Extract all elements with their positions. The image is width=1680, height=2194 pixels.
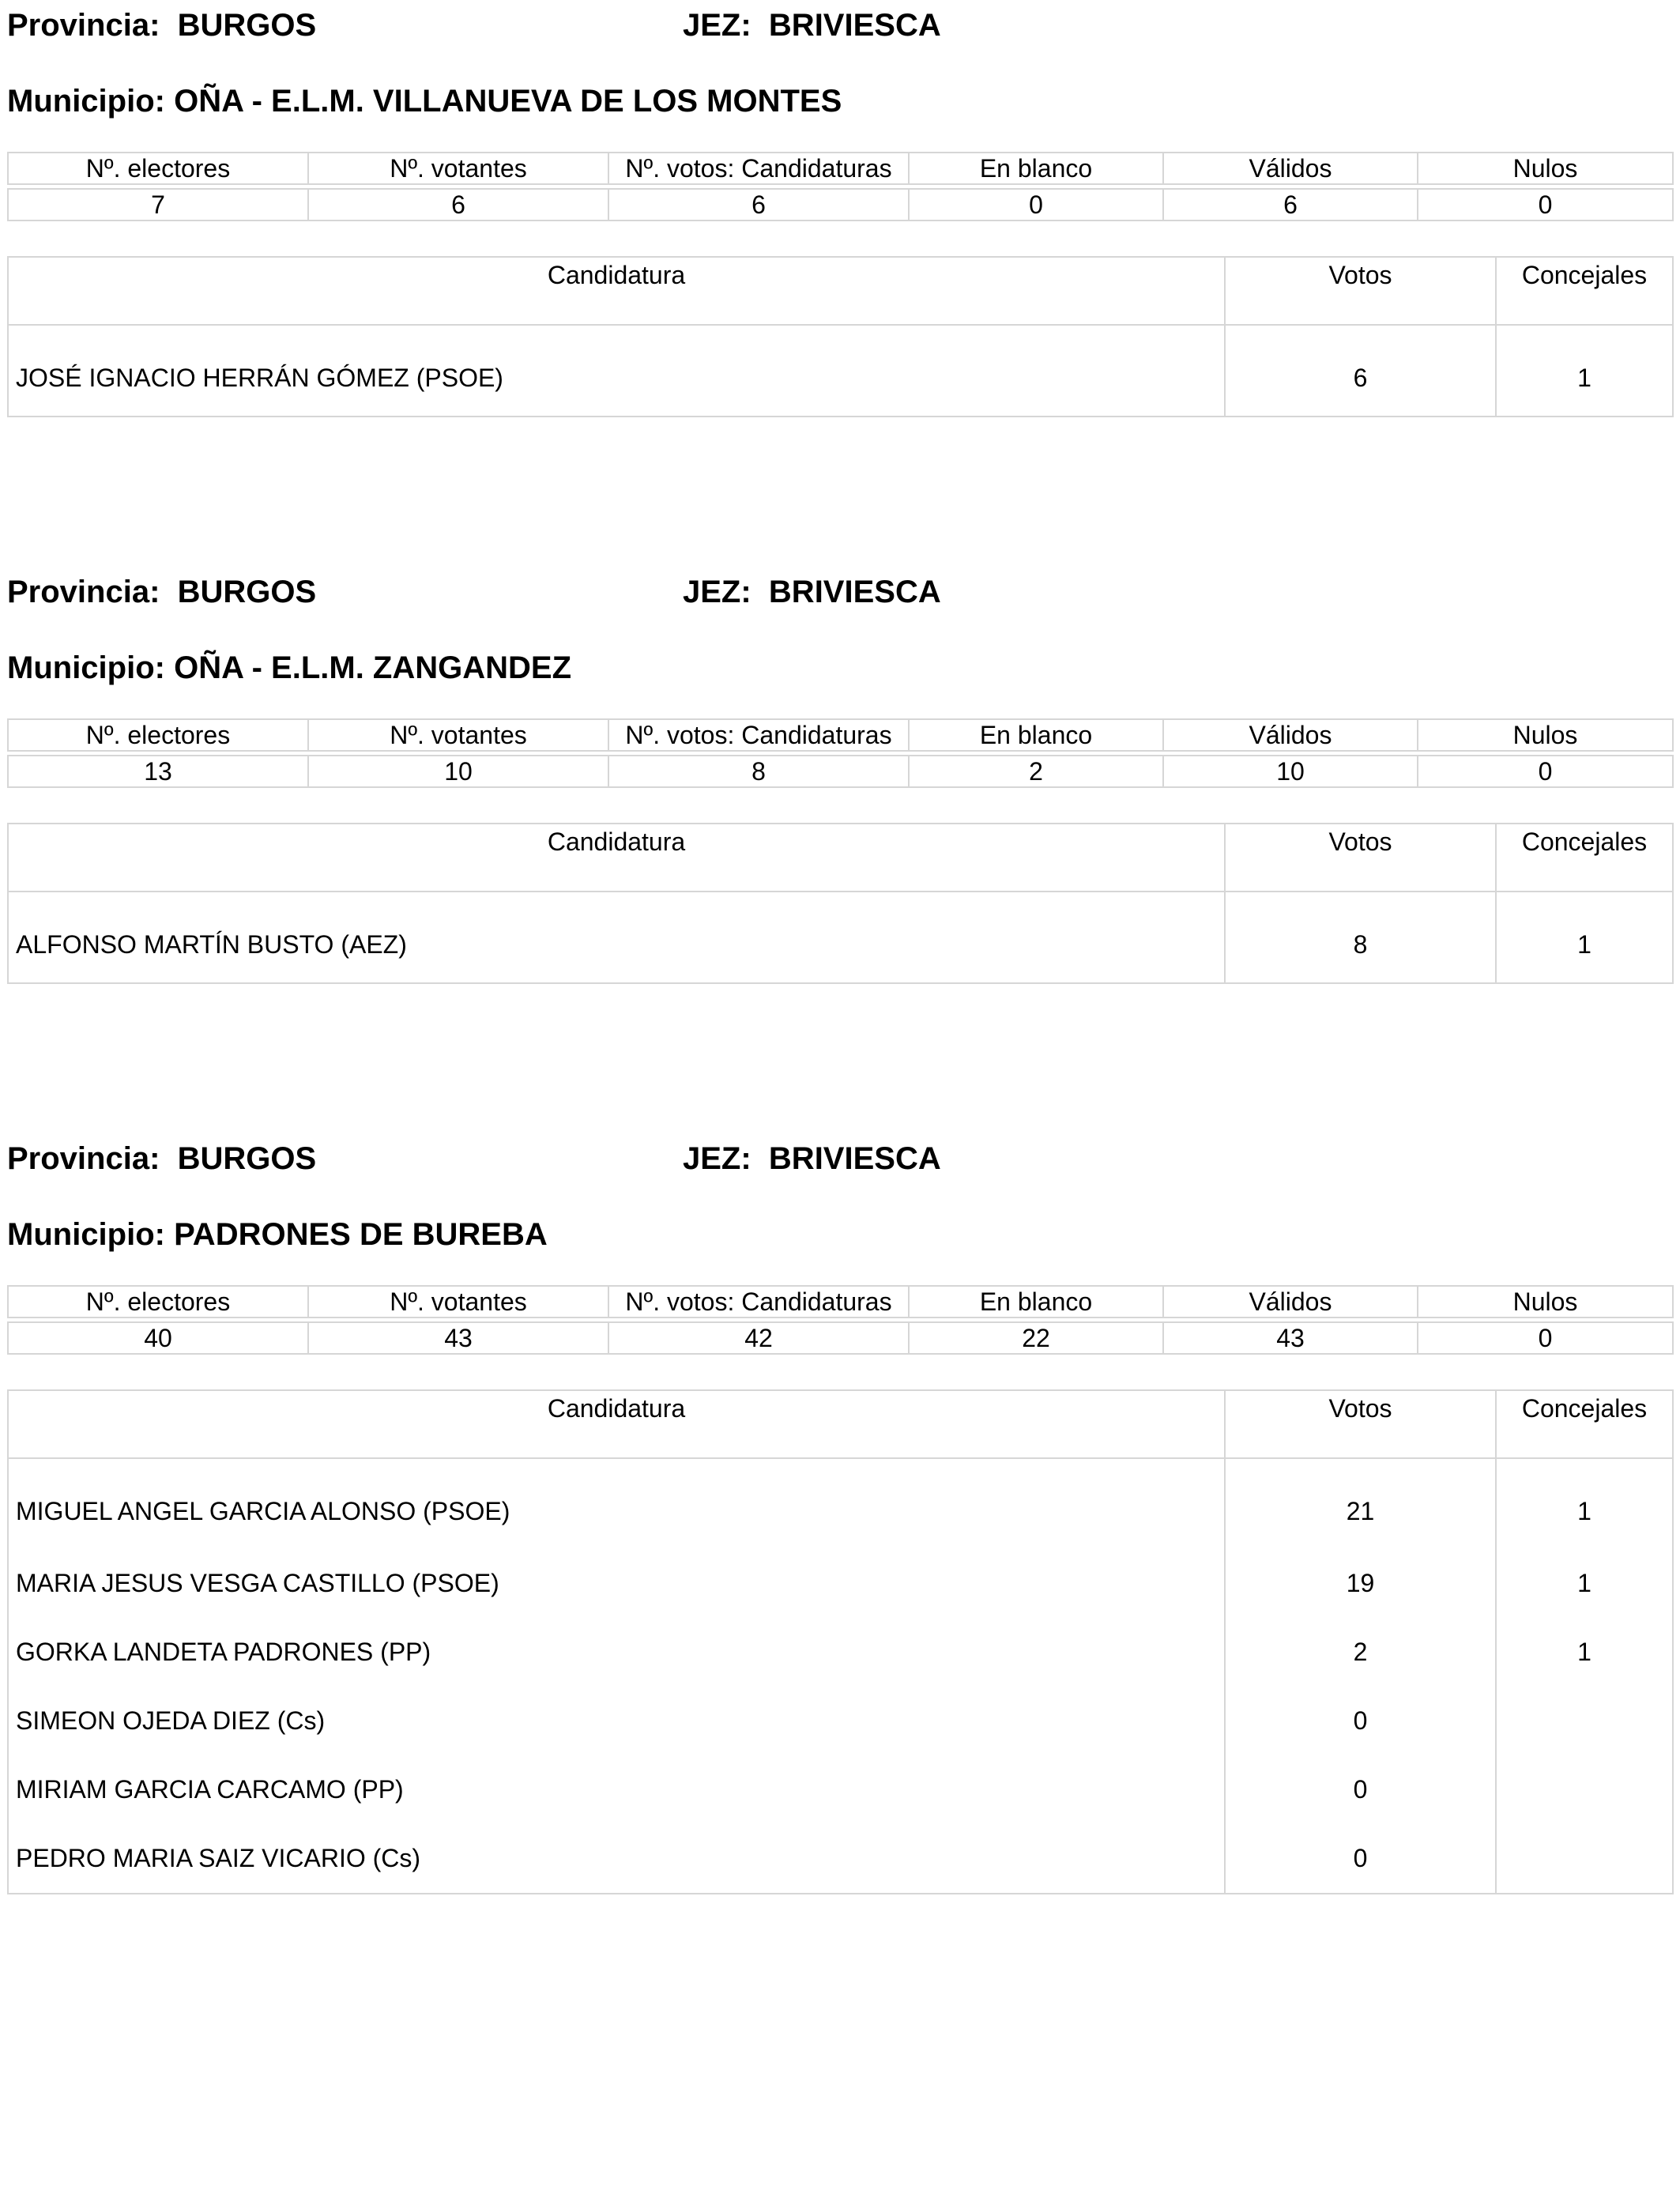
- table-row: [8, 1549, 1673, 1618]
- stats-header-cell: Nº. electores: [8, 719, 308, 751]
- stats-header-cell: Nº. votantes: [308, 719, 608, 751]
- municipio-value: OÑA - E.L.M. VILLANUEVA DE LOS MONTES: [174, 84, 842, 119]
- jez-label: JEZ:: [683, 8, 751, 43]
- stats-header-row: [8, 719, 1673, 751]
- stats-value-cell: 0: [1418, 756, 1673, 787]
- results-table: [7, 256, 1674, 417]
- candidate-votes: 0: [1225, 1687, 1496, 1755]
- votos-header: Votos: [1225, 257, 1496, 325]
- candidate-name: JOSÉ IGNACIO HERRÁN GÓMEZ (PSOE): [8, 325, 1225, 417]
- stats-value-cell: 6: [1163, 189, 1418, 221]
- results-table: [7, 823, 1674, 984]
- jez-heading: [683, 2, 941, 49]
- stats-value-cell: 0: [1418, 1322, 1673, 1354]
- table-row: [8, 1458, 1673, 1549]
- table-row: [8, 1687, 1673, 1755]
- candidatura-header: Candidatura: [8, 824, 1225, 892]
- stats-header-cell: Nº. votantes: [308, 153, 608, 184]
- stats-value-cell: 13: [8, 756, 308, 787]
- table-row: [8, 892, 1673, 983]
- candidatura-header: Candidatura: [8, 257, 1225, 325]
- stats-value-cell: 40: [8, 1322, 308, 1354]
- candidate-councillors: [1496, 1824, 1673, 1894]
- stats-header-cell: Nulos: [1418, 1286, 1673, 1318]
- municipio-label: Municipio:: [7, 1217, 165, 1252]
- provincia-value: BURGOS: [177, 575, 317, 609]
- provincia-value: BURGOS: [177, 1141, 317, 1176]
- candidate-votes: 8: [1225, 892, 1496, 983]
- stats-value-cell: 8: [608, 756, 909, 787]
- stats-header-cell: Nº. votos: Candidaturas: [608, 153, 909, 184]
- votos-header: Votos: [1225, 1390, 1496, 1458]
- stats-value-cell: 42: [608, 1322, 909, 1354]
- provincia-label: Provincia:: [7, 8, 160, 43]
- stats-value-cell: 43: [1163, 1322, 1418, 1354]
- candidate-name: ALFONSO MARTÍN BUSTO (AEZ): [8, 892, 1225, 983]
- candidate-votes: 19: [1225, 1549, 1496, 1618]
- provincia-heading: [7, 568, 316, 616]
- candidate-votes: 2: [1225, 1618, 1496, 1687]
- stats-value-cell: 2: [909, 756, 1163, 787]
- municipio-label: Municipio:: [7, 650, 165, 685]
- municipio-heading: [7, 77, 842, 125]
- votos-header: Votos: [1225, 824, 1496, 892]
- table-row: [8, 1824, 1673, 1894]
- concejales-header: Concejales: [1496, 1390, 1673, 1458]
- candidate-councillors: 1: [1496, 1458, 1673, 1549]
- stats-value-cell: 0: [1418, 189, 1673, 221]
- stats-header-cell: Nº. votos: Candidaturas: [608, 1286, 909, 1318]
- stats-header-cell: Nulos: [1418, 719, 1673, 751]
- candidate-votes: 21: [1225, 1458, 1496, 1549]
- stats-header-cell: Nulos: [1418, 153, 1673, 184]
- stats-value-row: [8, 1322, 1673, 1354]
- municipio-value: OÑA - E.L.M. ZANGANDEZ: [174, 650, 572, 685]
- results-table: [7, 1389, 1674, 1894]
- stats-value-cell: 0: [909, 189, 1163, 221]
- candidate-councillors: [1496, 1687, 1673, 1755]
- results-header-row: [8, 824, 1673, 892]
- candidate-name: MIGUEL ANGEL GARCIA ALONSO (PSOE): [8, 1458, 1225, 1549]
- candidate-name: SIMEON OJEDA DIEZ (Cs): [8, 1687, 1225, 1755]
- jez-heading: [683, 1135, 941, 1182]
- stats-value-cell: 43: [308, 1322, 608, 1354]
- stats-value-cell: 6: [308, 189, 608, 221]
- candidate-councillors: 1: [1496, 892, 1673, 983]
- table-row: [8, 325, 1673, 417]
- candidate-councillors: [1496, 1755, 1673, 1824]
- jez-value: BRIVIESCA: [768, 1141, 941, 1176]
- jez-label: JEZ:: [683, 575, 751, 609]
- stats-value-cell: 7: [8, 189, 308, 221]
- table-row: [8, 1618, 1673, 1687]
- provincia-label: Provincia:: [7, 575, 160, 609]
- municipio-value: PADRONES DE BUREBA: [174, 1217, 548, 1252]
- concejales-header: Concejales: [1496, 824, 1673, 892]
- jez-label: JEZ:: [683, 1141, 751, 1176]
- stats-header-cell: En blanco: [909, 719, 1163, 751]
- stats-value-row: [8, 189, 1673, 221]
- stats-table: [7, 152, 1674, 221]
- provincia-value: BURGOS: [177, 8, 317, 43]
- table-row: [8, 1755, 1673, 1824]
- stats-header-cell: Válidos: [1163, 1286, 1418, 1318]
- municipio-heading: [7, 644, 571, 692]
- results-header-row: [8, 1390, 1673, 1458]
- stats-value-row: [8, 756, 1673, 787]
- candidate-votes: 0: [1225, 1755, 1496, 1824]
- stats-value-cell: 6: [608, 189, 909, 221]
- stats-header-cell: En blanco: [909, 153, 1163, 184]
- stats-table: [7, 1285, 1674, 1355]
- candidate-councillors: 1: [1496, 1549, 1673, 1618]
- candidate-name: MARIA JESUS VESGA CASTILLO (PSOE): [8, 1549, 1225, 1618]
- concejales-header: Concejales: [1496, 257, 1673, 325]
- stats-header-row: [8, 1286, 1673, 1318]
- jez-heading: [683, 568, 941, 616]
- municipio-heading: [7, 1211, 548, 1258]
- stats-header-cell: Nº. votantes: [308, 1286, 608, 1318]
- candidate-name: PEDRO MARIA SAIZ VICARIO (Cs): [8, 1824, 1225, 1894]
- stats-header-cell: Nº. votos: Candidaturas: [608, 719, 909, 751]
- stats-value-cell: 22: [909, 1322, 1163, 1354]
- candidate-votes: 6: [1225, 325, 1496, 417]
- jez-value: BRIVIESCA: [768, 8, 941, 43]
- stats-header-cell: Válidos: [1163, 719, 1418, 751]
- candidatura-header: Candidatura: [8, 1390, 1225, 1458]
- results-header-row: [8, 257, 1673, 325]
- stats-header-cell: Nº. electores: [8, 1286, 308, 1318]
- candidate-councillors: 1: [1496, 325, 1673, 417]
- candidate-name: MIRIAM GARCIA CARCAMO (PP): [8, 1755, 1225, 1824]
- candidate-name: GORKA LANDETA PADRONES (PP): [8, 1618, 1225, 1687]
- candidate-councillors: 1: [1496, 1618, 1673, 1687]
- stats-header-row: [8, 153, 1673, 184]
- stats-header-cell: Válidos: [1163, 153, 1418, 184]
- jez-value: BRIVIESCA: [768, 575, 941, 609]
- stats-value-cell: 10: [308, 756, 608, 787]
- stats-table: [7, 718, 1674, 788]
- provincia-heading: [7, 1135, 316, 1182]
- stats-header-cell: Nº. electores: [8, 153, 308, 184]
- stats-header-cell: En blanco: [909, 1286, 1163, 1318]
- provincia-heading: [7, 2, 316, 49]
- municipio-label: Municipio:: [7, 84, 165, 119]
- candidate-votes: 0: [1225, 1824, 1496, 1894]
- stats-value-cell: 10: [1163, 756, 1418, 787]
- provincia-label: Provincia:: [7, 1141, 160, 1176]
